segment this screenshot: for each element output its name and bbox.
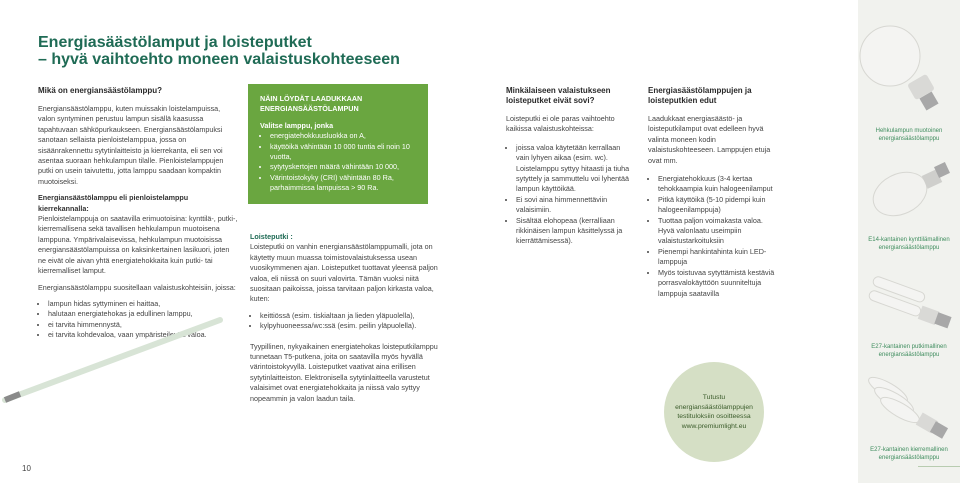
list-item: • Sisältää elohopeaa (kerralliaan rikkinäisen lampun käsittelyssä ja kierrättämisessä). xyxy=(516,216,632,247)
tube-bulb-image xyxy=(858,264,960,340)
right-bullets-2 xyxy=(648,174,776,299)
caption-tube: E27-kantainen putkimallinen energiansäästölamppu xyxy=(871,344,947,358)
left-paragraph-1: Energiansäästölamppu, kuten muissakin loistelampuissa, valon syntyminen perustuu lampun sisällä kaasussa tapahtuvaan sähköpurkaukseen. Energiansäästölampuksi sanotaan sellaista pienloistelamppua, jossa on sisäänrakennettu sytytinlaitteisto ja kierrekanta, eli sen voi asentaa suoraan hehkulampun tilalle. Pienloistelamppujen putki on usein taivutettu, jotta lamppu saadaan kompaktin muotoiseksi. xyxy=(38,104,224,186)
right-column-2 xyxy=(648,86,776,299)
middle-bullets xyxy=(250,311,450,332)
page-title xyxy=(38,34,400,68)
middle-column xyxy=(250,232,450,410)
globe-bulb-image xyxy=(848,16,948,116)
circle-text: Tutustu energiansäästölamppujen testituloksiin osoitteessa www.premiumlight.eu xyxy=(675,394,753,430)
right-heading-1: Minkälaiseen valaistukseen loisteputket eivät sovi? xyxy=(506,86,611,105)
info-box-lead: Valitse lamppu, jonka xyxy=(260,120,334,130)
right-paragraph-2: Laadukkaat energiasäästö- ja loisteputkilamput ovat edelleen hyvä valinta moneen kodin valaistuskohteeseen. Lamppujen etuja ovat mm. xyxy=(648,114,771,165)
divider xyxy=(918,466,960,467)
spiral-bulb-image xyxy=(858,360,960,442)
page-number-left: 10 xyxy=(22,464,31,473)
middle-heading: Loisteputki : xyxy=(250,232,293,241)
list-item: • Pitkä käyttöikä (5-10 pidempi kuin halogeenilamppuja) xyxy=(658,195,776,216)
caption-candle: E14-kantainen kynttilämallinen energiansäästölamppu xyxy=(868,237,950,251)
title-line-2: – hyvä vaihtoehto moneen valaistuskohteeseen xyxy=(38,51,400,68)
middle-paragraph-1: Loisteputki on vanhin energiansäästölamppumalli, jota on käytetty muun muassa toimistovalaistuksessa usean vuosikymmenen ajan. Loisteputket tuottavat yleensä paljon valoa, eli niissä on suuri valovirta. Tämän vuoksi niitä suositaan paikoissa, joissa tarvitaan paljon kirkasta valoa, kuten: xyxy=(250,242,438,304)
test-results-circle xyxy=(664,362,764,462)
info-box-bullets xyxy=(260,131,416,193)
right-heading-2: Energiasäästölamppujen ja loisteputkien edut xyxy=(648,86,752,105)
list-item: • ei tarvita himmennystä, xyxy=(48,320,238,330)
list-item: • Tuottaa paljon voimakasta valoa. Hyvä valonlaatu useimpiin valaistustarkoituksiin xyxy=(658,216,776,247)
green-info-box xyxy=(248,84,428,204)
left-heading: Mikä on energiansäästölamppu? xyxy=(38,86,163,95)
list-item: • Ei sovi aina himmennettäviin valaisimiin. xyxy=(516,195,632,216)
info-box-title: NÄIN LÖYDÄT LAADUKKAAN ENERGIANSÄÄSTÖLAMPUN xyxy=(260,94,363,114)
list-item: • Värintoistokyky (CRI) vähintään 80 Ra, parhaimmissa lampuissa > 90 Ra. xyxy=(270,173,416,194)
list-item: • Myös toistuvaa sytyttämistä kestäviä porrasvalokäyttöön suunniteltuja lamppuja saatavilla xyxy=(658,268,776,299)
left-paragraph-3: Energiansäästölamppu suositellaan valaistuskohteisiin, joissa: xyxy=(38,282,236,292)
candle-bulb-image xyxy=(858,146,960,236)
list-item: • keittiössä (esim. tiskialtaan ja lieden yläpuolella), xyxy=(260,311,450,321)
caption-spiral: E27-kantainen kierremallinen energiansäästölamppu xyxy=(870,447,948,461)
list-item: • ei tarvita kohdevaloa, vaan ympäristeilevää valoa. xyxy=(48,330,238,340)
right-paragraph-1: Loisteputki ei ole paras vaihtoehto kaikissa valaistuskohteissa: xyxy=(506,114,615,134)
list-item: • Pienempi hankintahinta kuin LED-lamppuja xyxy=(658,247,776,268)
left-paragraph-2: Pienloistelamppuja on saatavilla erimuotoisina: kynttilä-, putki-, kierremallisena sekä tavallisen hehkulampun muotoisena lamppuna. Ympärivalaisevissa, hehkulampun muotoisissa energiansäästölampuissa on kaksinkertainen lasikuori, joten ne eivät ole aivan yhtä energiatehokkaita kuin putki- tai kierremalliset lamput. xyxy=(38,214,238,276)
list-item: • lampun hidas syttyminen ei haittaa, xyxy=(48,299,238,309)
middle-paragraph-2: Tyypillinen, nykyaikainen energiatehokas loisteputkilamppu tunnetaan T5-putkena, joita on saatavilla myös hyvällä värintoistokyvyllä. Loisteputket vaativat aina erillisen sytytinlaitteiston. Elektronisella sytytinlaitteella varustetut valaisimet ovat energiatehokkaita ja niissä valo syttyy nopeammin ja valon laadun taila. xyxy=(250,341,438,403)
list-item: • energiatehokkuusluokka on A, xyxy=(270,131,416,141)
right-bullets-1 xyxy=(506,143,632,247)
list-item: • sytytyskertojen määrä vähintään 10 000, xyxy=(270,162,416,172)
title-line-1: Energiasäästölamput ja loisteputket xyxy=(38,34,312,51)
list-item: • käyttöikä vähintään 10 000 tuntia eli noin 10 vuotta, xyxy=(270,142,416,163)
list-item: • joissa valoa käytetään kerrallaan vain lyhyen aikaa (esim. wc). Loistelamppu syttyy hitaasti ja tiuha sytyttely ja sammuttelu voi lyhentää lampun käyttöikää. xyxy=(516,143,632,195)
right-column-1 xyxy=(506,86,632,247)
fluorescent-tube-image xyxy=(0,300,230,420)
list-item: • Energiatehokkuus (3-4 kertaa tehokkaampia kuin halogeenilamput xyxy=(658,174,776,195)
list-item: • halutaan energiatehokas ja edullinen lamppu, xyxy=(48,309,238,319)
list-item: • kylpyhuoneessa/wc:ssä (esim. peilin yläpuolella). xyxy=(260,321,450,331)
caption-globe: Hehkulampun muotoinen energiansäästölamppu xyxy=(875,128,943,142)
left-paragraph-2-bold: Energiansäästölamppu eli pienloistelamppu kierrekannalla: xyxy=(38,193,189,213)
